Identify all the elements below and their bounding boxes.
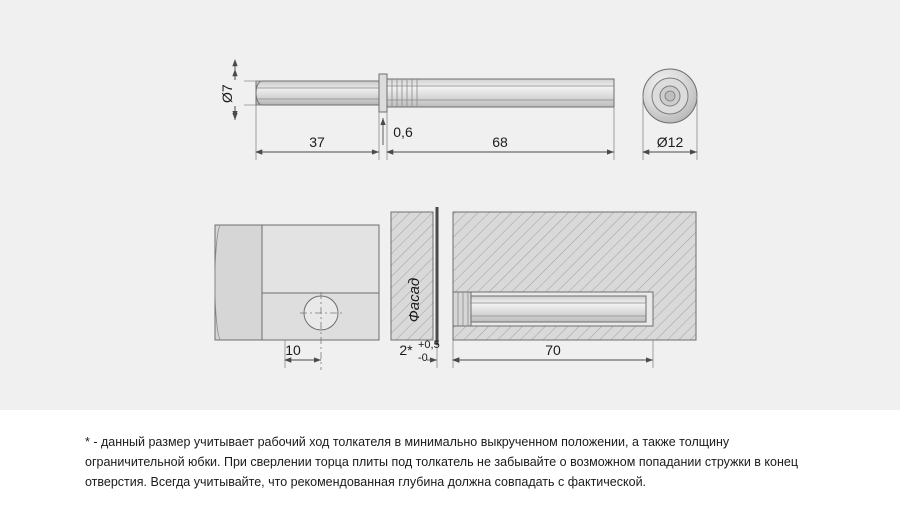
dimension-dia12 xyxy=(643,134,697,152)
footnote-text: * - данный размер учитывает рабочий ход толкателя в минимально выкрученном положении, а также толщину ограничительной юбки. При сверлении торца плиты под толкатель не забывайте о возможном попадании стружки в конец отверстия. Всегда учитывайте, что рекомендованная глубина должна совпадать с фактической. xyxy=(85,435,798,489)
footnote-panel xyxy=(0,410,900,507)
dim-label-70: 70 xyxy=(545,342,561,358)
dim-label-dia12: Ø12 xyxy=(656,134,684,150)
dim-label-dia7: Ø7 xyxy=(219,84,235,103)
end-face-view xyxy=(643,69,697,160)
dimension-70 xyxy=(453,342,653,360)
dim-tol-upper-gap2: +0,5 xyxy=(418,339,440,351)
plan-installation-view xyxy=(215,225,379,370)
dimension-06 xyxy=(383,118,413,145)
dimension-10 xyxy=(285,342,321,360)
section-installation-view xyxy=(391,207,696,368)
dim-label-37: 37 xyxy=(309,134,325,150)
side-elevation-view xyxy=(219,60,614,160)
dim-label-06: 0,6 xyxy=(393,124,413,140)
facade-label: Фасад xyxy=(406,277,423,323)
dimension-68 xyxy=(387,134,614,152)
dim-label-gap2: 2* xyxy=(399,342,413,358)
dim-tol-lower-gap2: -0 xyxy=(418,352,428,364)
dimension-37 xyxy=(256,134,379,152)
dim-label-68: 68 xyxy=(492,134,508,150)
dim-label-10: 10 xyxy=(285,342,301,358)
